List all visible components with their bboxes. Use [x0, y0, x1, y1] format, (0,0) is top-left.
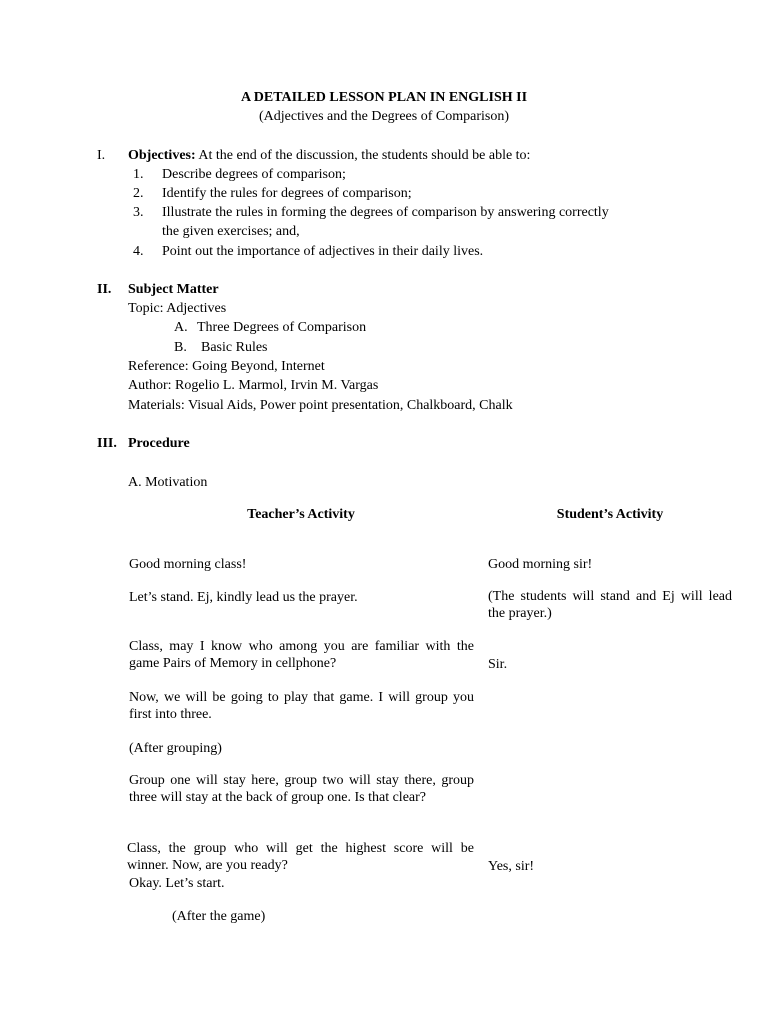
student-line: Sir.: [488, 657, 508, 672]
teacher-line: (After the game): [172, 909, 266, 924]
objective-number: 4.: [133, 244, 144, 259]
teacher-line: Class, may I know who among you are familiar with the game Pairs of Memory in cellphone?: [129, 639, 474, 671]
subtopic-item: Three Degrees of Comparison: [197, 320, 367, 335]
teacher-line: Okay. Let’s start.: [129, 876, 225, 891]
objective-item: Illustrate the rules in forming the degrees of comparison by answering correctly: [162, 205, 609, 220]
student-line: Yes, sir!: [488, 859, 535, 874]
motivation-heading: A. Motivation: [128, 475, 208, 490]
teacher-line: (After grouping): [129, 741, 222, 756]
teacher-line: Good morning class!: [129, 557, 247, 572]
document-title: A DETAILED LESSON PLAN IN ENGLISH II: [240, 90, 528, 105]
subtopic-letter: A.: [174, 320, 188, 335]
objective-item: Describe degrees of comparison;: [162, 167, 346, 182]
subject-matter-numeral: II.: [97, 282, 112, 297]
objectives-heading: Objectives:: [128, 148, 196, 163]
objective-item: Identify the rules for degrees of comparison;: [162, 186, 412, 201]
teacher-line: Let’s stand. Ej, kindly lead us the prayer.: [129, 590, 358, 605]
student-activity-header: Student’s Activity: [556, 507, 664, 522]
objectives-intro: At the end of the discussion, the students should be able to:: [195, 148, 531, 163]
objective-item-continuation: the given exercises; and,: [162, 224, 300, 239]
objectives-line: [128, 146, 530, 165]
student-line: (The students will stand and Ej will lead the prayer.): [488, 589, 732, 621]
teacher-line: Group one will stay here, group two will stay there, group three will stay at the back of group one. Is that clear?: [129, 773, 474, 805]
objective-number: 3.: [133, 205, 144, 220]
procedure-numeral: III.: [97, 436, 117, 451]
subject-matter-heading: Subject Matter: [128, 282, 219, 297]
teacher-line: Class, the group who will get the highest score will be winner. Now, are you ready?: [127, 841, 474, 873]
reference-line: Reference: Going Beyond, Internet: [128, 359, 325, 374]
teacher-line: Now, we will be going to play that game. I will group you first into three.: [129, 690, 474, 722]
student-line: Good morning sir!: [488, 557, 593, 572]
objectives-numeral: I.: [97, 148, 106, 163]
procedure-heading: Procedure: [128, 436, 190, 451]
subtopic-letter: B.: [174, 340, 187, 355]
author-line: Author: Rogelio L. Marmol, Irvin M. Vargas: [128, 378, 379, 393]
materials-line: Materials: Visual Aids, Power point presentation, Chalkboard, Chalk: [128, 398, 513, 413]
document-subtitle: (Adjectives and the Degrees of Comparison): [259, 109, 509, 124]
objective-number: 2.: [133, 186, 144, 201]
topic-line: Topic: Adjectives: [128, 301, 227, 316]
teacher-activity-header: Teacher’s Activity: [247, 507, 355, 522]
objective-number: 1.: [133, 167, 144, 182]
objective-item: Point out the importance of adjectives in their daily lives.: [162, 244, 484, 259]
subtopic-item: Basic Rules: [201, 340, 268, 355]
